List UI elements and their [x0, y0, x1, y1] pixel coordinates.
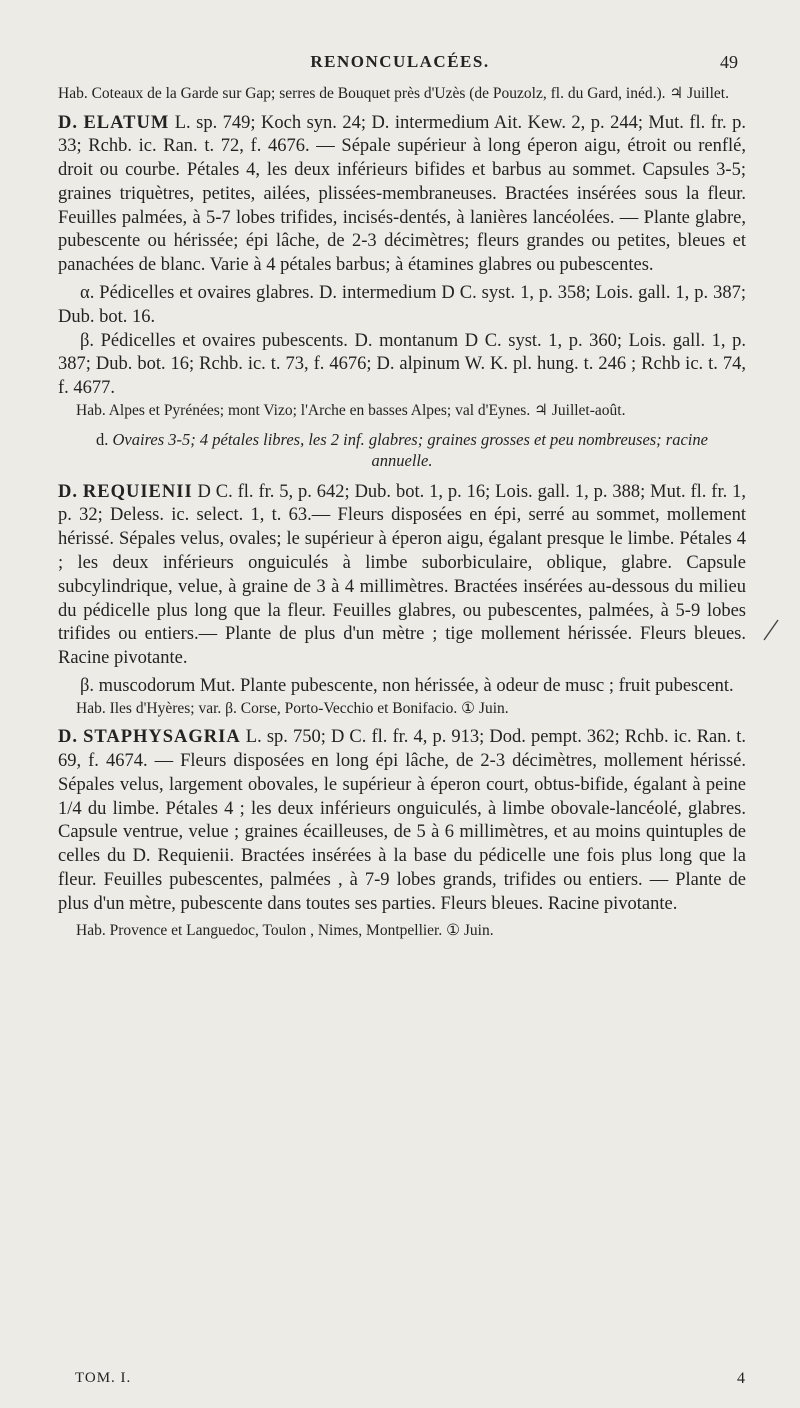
section-note [58, 429, 746, 471]
note-label: d. [96, 429, 109, 449]
genus-abbrev: D. [58, 112, 78, 133]
variety-beta: β. Pédicelles et ovaires pubescents. D. montanum D C. syst. 1, p. 360; Lois. gall. 1, p. 387; Dub. bot. 16; Rchb. ic. t. 73, f. 4676; D. alpinum W. K. pl. hung. t. 246 ; Rchb ic. t. 74, f. 4677. [58, 330, 746, 399]
margin-pencil-mark [762, 618, 780, 642]
species-entry-elatum [58, 112, 746, 279]
note-text: Ovaires 3-5; 4 pétales libres, les 2 inf. glabres; graines grosses et peu nombreuses; racine annuelle. [108, 429, 708, 470]
page-body [58, 84, 746, 948]
running-head [0, 52, 800, 76]
species-entry-staphysagria [58, 726, 746, 916]
running-title: RENONCULACÉES. [310, 52, 490, 71]
variety-beta: β. muscodorum Mut. Plante pubescente, non hérissée, à odeur de musc ; fruit pubescent. [80, 675, 734, 696]
species-description: L. sp. 749; Koch syn. 24; D. intermedium Ait. Kew. 2, p. 244; Mut. fl. fr. p. 33; Rchb. ic. Ran. t. 72, f. 4676. — Sépale supérieur à long éperon aigu, étroit ou renflé, droit ou courbe. Pétales 4, les deux inférieurs bifides et barbus au sommet. Capsules 3-5; graines triquètres, petites, ailées, plissées-membraneuses. Bractées insérées sous la fleur. Feuilles palmées, à 5-7 lobes trifides, incisés-dentés, à lanières lancéolées. — Plante glabre, pubescente ou hérissée; épi lâche, de 2-3 décimètres; fleurs grandes ou petites, bleues et panachées de blanc. Varie à 4 pétales barbus; à étamines glabres ou pubescentes. [58, 112, 747, 276]
volume-signature: TOM. I. [75, 1370, 132, 1386]
species-name: REQUIENII [82, 481, 193, 502]
species-name: ELATUM [83, 112, 170, 133]
species-name: STAPHYSAGRIA [83, 727, 241, 748]
habitat-paragraph: Hab. Provence et Languedoc, Toulon , Nimes, Montpellier. ① Juin. [76, 921, 494, 939]
variety-alpha: α. Pédicelles et ovaires glabres. D. intermedium D C. syst. 1, p. 358; Lois. gall. 1, p. 387; Dub. bot. 16. [58, 283, 746, 327]
sheet-number: 4 [737, 1370, 745, 1387]
species-entry-requienii [58, 481, 746, 671]
habitat-paragraph: Hab. Coteaux de la Garde sur Gap; serres de Bouquet près d'Uzès (de Pouzolz, fl. du Gard, inéd.). ♃ Juillet. [58, 85, 729, 102]
species-description: D C. fl. fr. 5, p. 642; Dub. bot. 1, p. 16; Lois. gall. 1, p. 388; Mut. fl. fr. 1, p. 32; Deless. ic. select. 1, t. 63.— Fleurs disposées en épi, serré au sommet, mollement hérissé. Sépales velus, ovales; le supérieur à éperon aigu, égalant presque le limbe. Pétales 4 ; les deux inférieurs onguiculés à limbe suborbiculaire, oblique, glabre. Capsule subcylindrique, velue, à graine de 3 à 4 millimètres. Bractées insérées au-dessous du milieu du pédicelle plus long que la fleur. Feuilles glabres, ou pubescentes, palmées, à 5-9 lobes trifides ou entiers.— Plante de plus d'un mètre ; tige mollement hérissée. Fleurs bleues. Racine pivotante. [58, 481, 746, 669]
habitat-paragraph: Hab. Iles d'Hyères; var. β. Corse, Porto-Vecchio et Bonifacio. ① Juin. [76, 699, 509, 717]
species-description: L. sp. 750; D C. fl. fr. 4, p. 913; Dod. pempt. 362; Rchb. ic. Ran. t. 69, f. 4674. — Fleurs disposées en long épi lâche, de 2-3 décimètres, mollement hérissé. Sépales velus, largement obovales, le supérieur à éperon court, obtus-bifide, égalant à peine 1/4 du limbe. Pétales 4 ; les deux inférieurs onguiculés, à limbe obovale-lancéolé, glabres. Capsule ventrue, velue ; graines écailleuses, de 5 à 6 millimètres, et au moins quintuples de celles du D. Requienii. Bractées insérées à la base du pédicelle une fois plus long que la fleur. Feuilles pubescentes, palmées , à 7-9 lobes grands, trifides ou entiers. — Plante de plus d'un mètre, pubescente dans toutes ses parties. Fleurs bleues. Racine pivotante. [58, 727, 746, 914]
genus-abbrev: D. [58, 727, 78, 748]
page-number: 49 [720, 52, 738, 72]
genus-abbrev: D. [58, 481, 78, 502]
habitat-paragraph: Hab. Alpes et Pyrénées; mont Vizo; l'Arche en basses Alpes; val d'Eynes. ♃ Juillet-août. [76, 402, 626, 420]
page-footer [75, 1370, 745, 1392]
